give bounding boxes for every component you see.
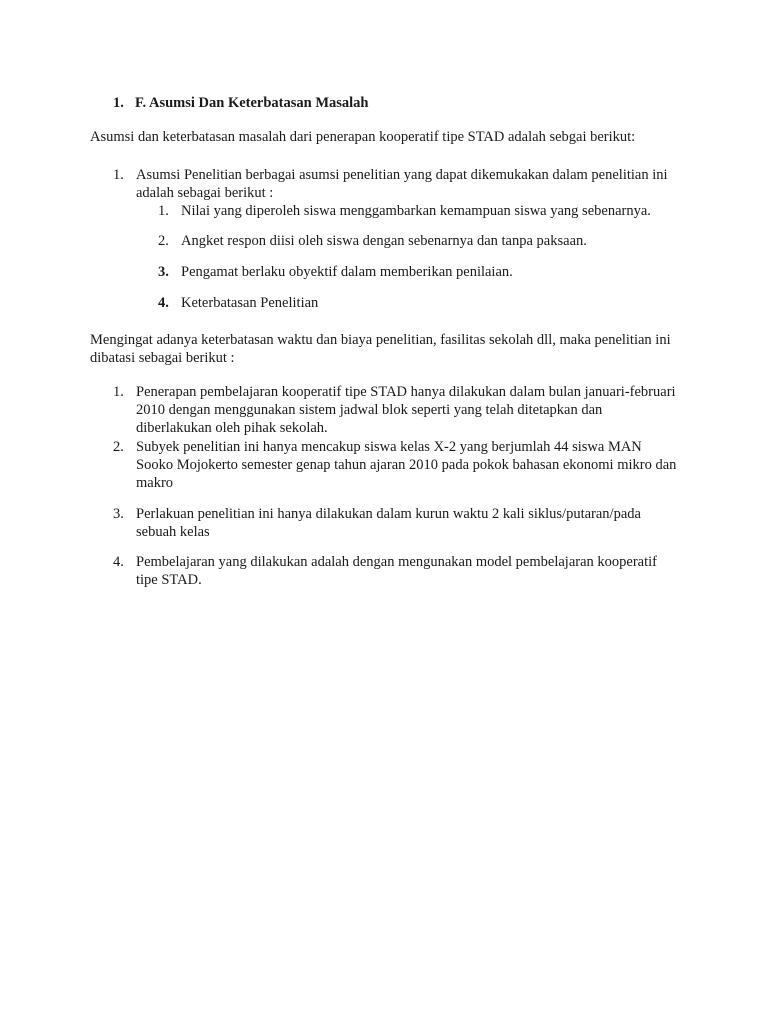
list-number: 2.	[113, 439, 124, 455]
assumption-text: Asumsi Penelitian berbagai asumsi penelitian yang dapat dikemukakan dalam penelitian ini adalah sebagai berikut :	[136, 167, 668, 201]
section-heading	[113, 94, 369, 112]
sub-list-text: Pengamat berlaku obyektif dalam memberikan penilaian.	[181, 264, 513, 280]
sub-list-number: 2.	[158, 233, 169, 249]
sub-list-number: 3.	[158, 264, 169, 280]
list-number: 3.	[113, 506, 124, 522]
list-number: 1.	[113, 384, 124, 400]
heading-number: 1.	[113, 95, 124, 111]
limitation-text: Subyek penelitian ini hanya mencakup siswa kelas X-2 yang berjumlah 44 siswa MAN Sooko Mojokerto semester genap tahun ajaran 2010 pada pokok bahasan ekonomi mikro dan makro	[136, 439, 677, 491]
limitation-text: Penerapan pembelajaran kooperatif tipe STAD hanya dilakukan dalam bulan januari-februari 2010 dengan menggunakan sistem jadwal blok seperti yang telah ditetapkan dan diberlakukan oleh pihak sekolah.	[136, 384, 676, 436]
limitation-intro-paragraph: Mengingat adanya keterbatasan waktu dan biaya penelitian, fasilitas sekolah dll, maka penelitian ini dibatasi sebagai berikut :	[90, 332, 671, 366]
limitation-text: Perlakuan penelitian ini hanya dilakukan dalam kurun waktu 2 kali siklus/putaran/pada sebuah kelas	[136, 506, 641, 540]
limitation-text: Pembelajaran yang dilakukan adalah dengan mengunakan model pembelajaran kooperatif tipe STAD.	[136, 554, 657, 588]
sub-list-text: Keterbatasan Penelitian	[181, 295, 319, 311]
sub-list-number: 1.	[158, 203, 169, 219]
intro-paragraph: Asumsi dan keterbatasan masalah dari penerapan kooperatif tipe STAD adalah sebgai berikut:	[90, 129, 636, 145]
heading-title: F. Asumsi Dan Keterbatasan Masalah	[135, 95, 369, 111]
sub-list-text: Nilai yang diperoleh siswa menggambarkan kemampuan siswa yang sebenarnya.	[181, 203, 651, 219]
list-number: 1.	[113, 167, 124, 183]
list-number: 4.	[113, 554, 124, 570]
sub-list-text: Angket respon diisi oleh siswa dengan sebenarnya dan tanpa paksaan.	[181, 233, 587, 249]
sub-list-number: 4.	[158, 295, 169, 311]
